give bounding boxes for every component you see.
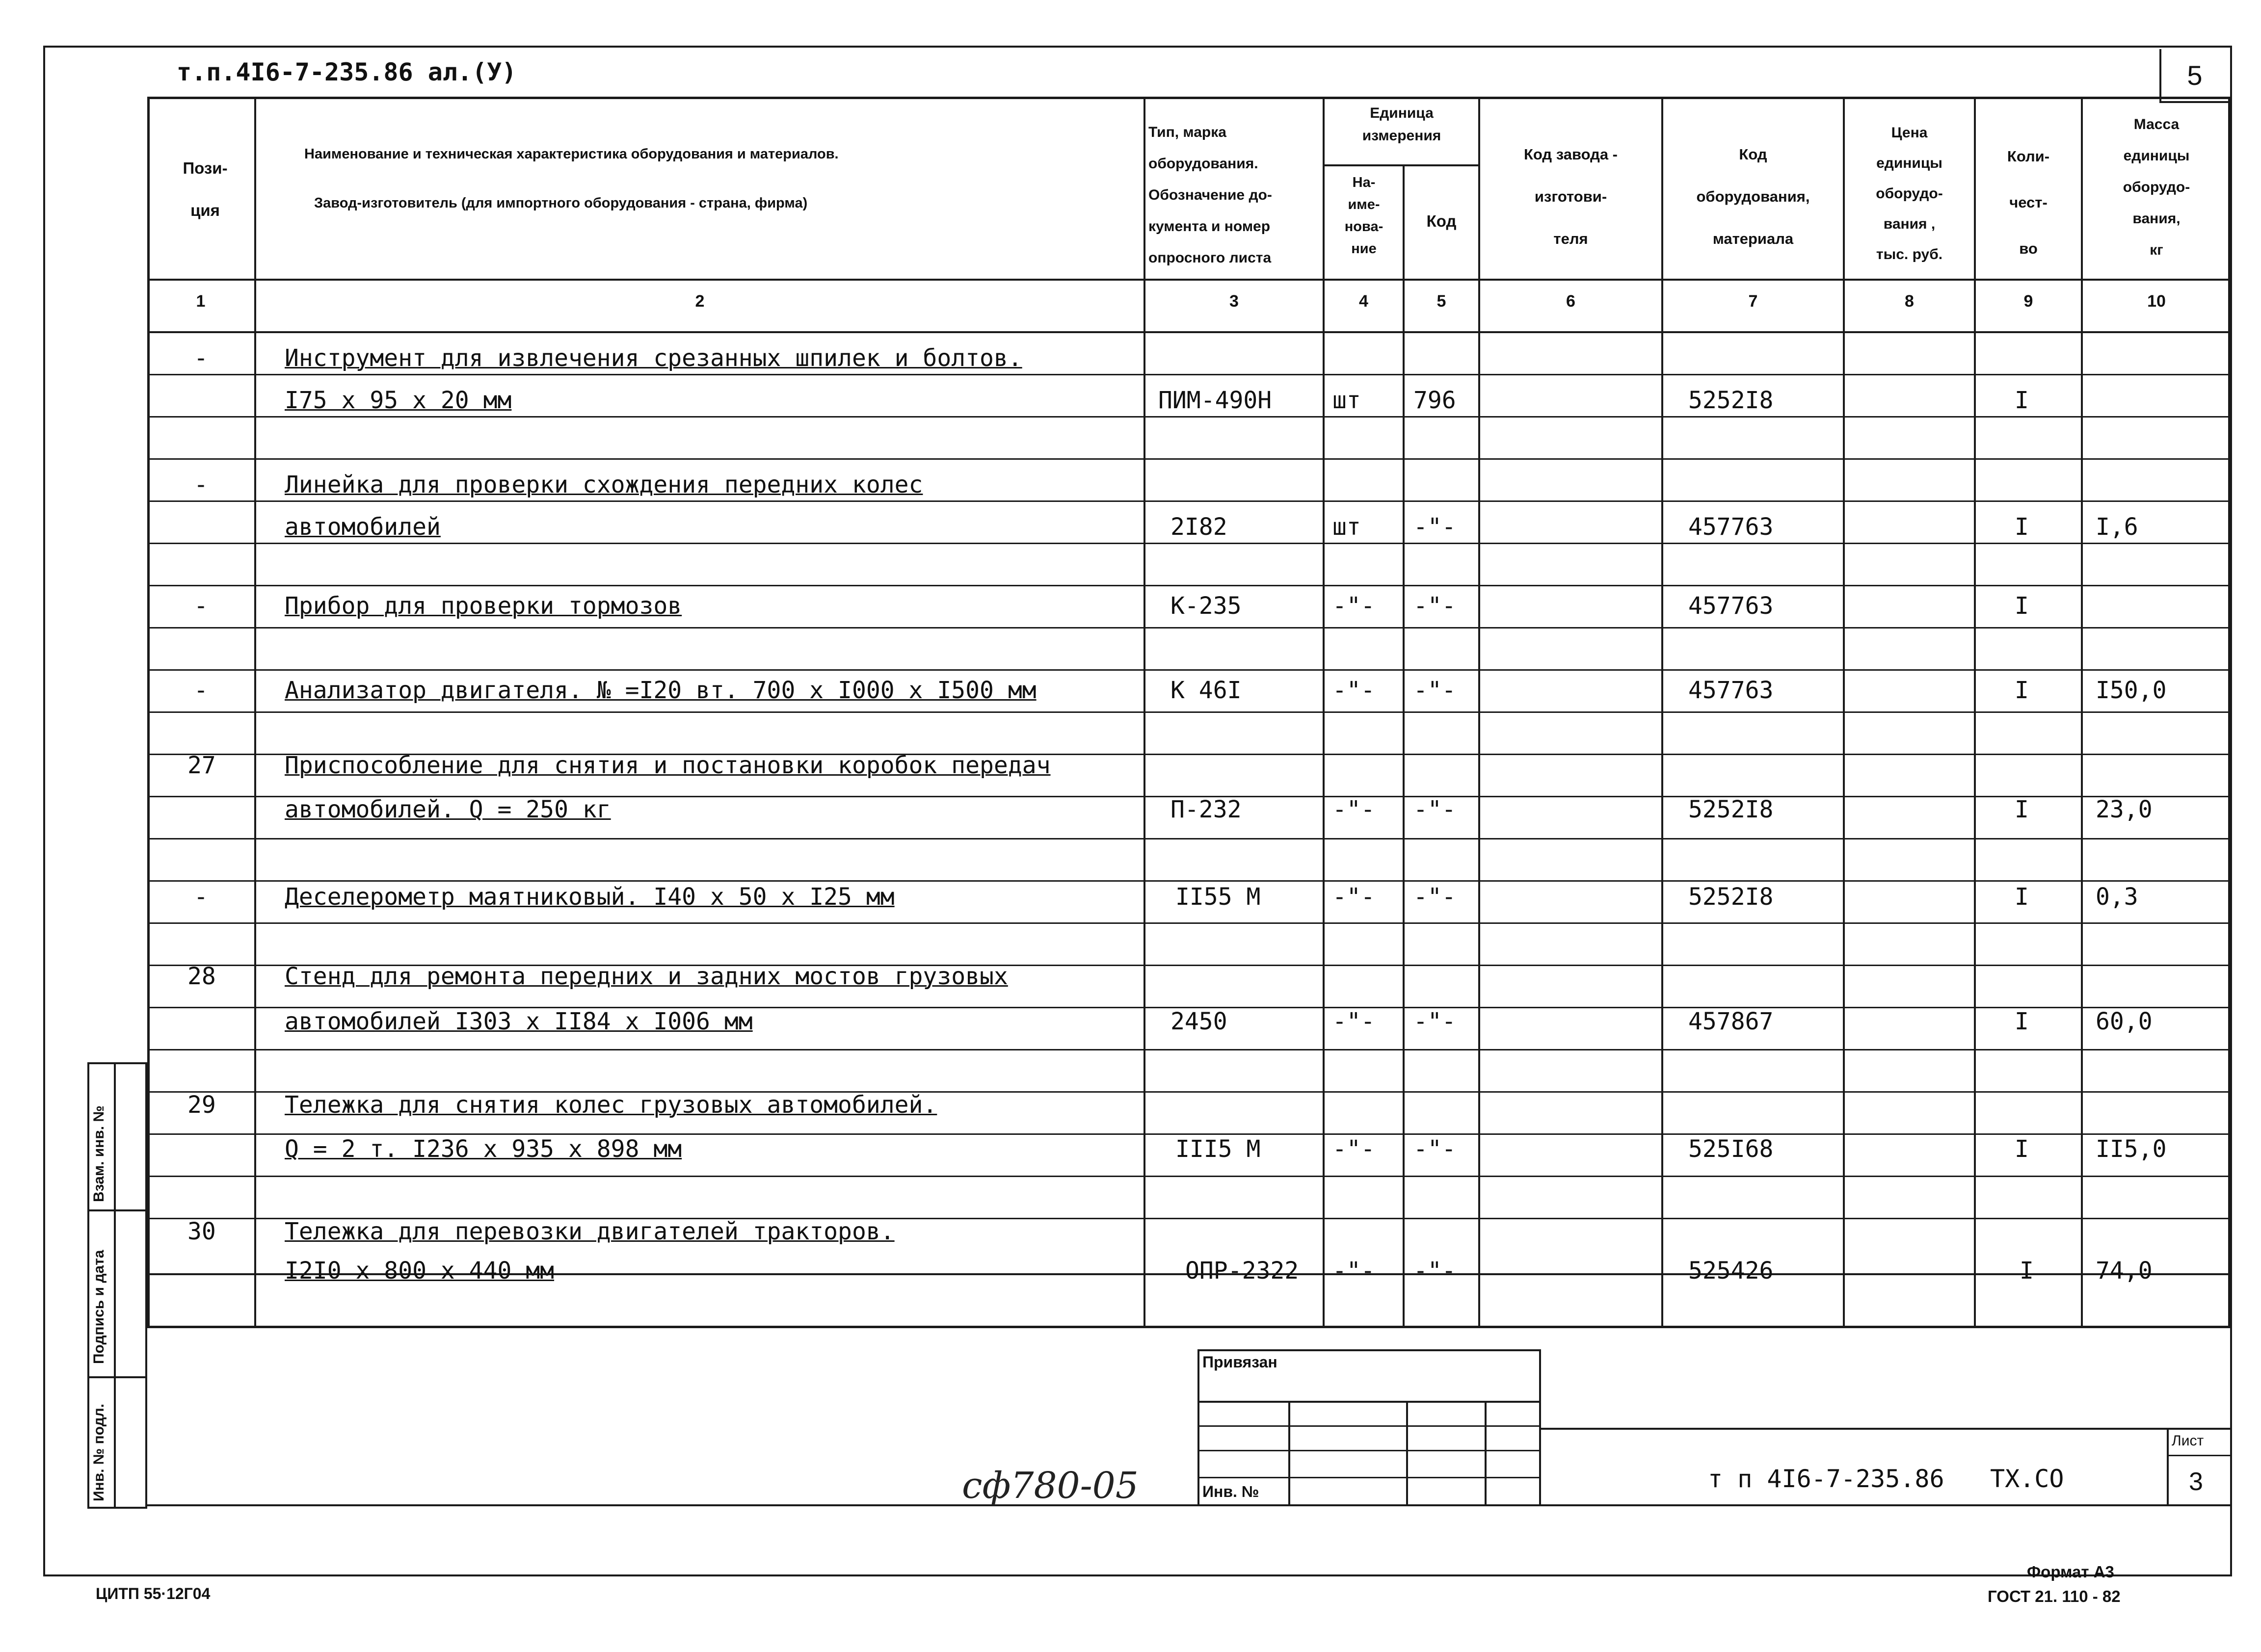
row6-pos: -: [194, 883, 208, 911]
row-line: [147, 374, 2231, 375]
row4-type: К 46I: [1170, 677, 1242, 704]
row1-name-1: Инструмент для извлечения срезанных шпилек и болтов.: [285, 344, 1022, 372]
row8-equip: 525I68: [1688, 1135, 1774, 1163]
row9-code: -"-: [1413, 1257, 1456, 1285]
row7-qty: I: [2015, 1008, 2029, 1035]
stamp-vline: [1197, 1349, 1199, 1506]
document-reference: т.п.4I6-7-235.86 ал.(У): [177, 58, 517, 86]
row4-mass: I50,0: [2096, 677, 2167, 704]
row-line: [147, 458, 2231, 460]
row5-pos: 27: [187, 752, 216, 779]
row8-type: III5 М: [1175, 1135, 1261, 1163]
stamp-hline: [1197, 1477, 1541, 1478]
row8-code: -"-: [1413, 1135, 1456, 1163]
row8-mass: II5,0: [2096, 1135, 2167, 1163]
row5-qty: I: [2015, 796, 2029, 823]
colnum-1: 1: [196, 292, 206, 311]
row2-qty: I: [2015, 513, 2029, 541]
colnum-8: 8: [1905, 292, 1914, 311]
footer-gost: ГОСТ 21. 110 - 82: [1988, 1587, 2121, 1605]
row-line: [147, 416, 2231, 418]
stamp-sheet-number: 3: [2189, 1468, 2203, 1496]
row-line: [147, 922, 2231, 924]
stamp-hline: [1197, 1450, 1541, 1451]
row-line: [147, 627, 2231, 629]
side-vzam: Взам. инв. №: [91, 1105, 107, 1202]
stamp-privyazan: Привязан: [1202, 1353, 1277, 1371]
row7-pos: 28: [187, 963, 216, 990]
row-line: [147, 669, 2231, 671]
row1-unit: шт: [1332, 387, 1361, 414]
row9-name-2: I2I0 x 800 x 440 мм: [285, 1257, 555, 1285]
row8-qty: I: [2015, 1135, 2029, 1163]
row7-unit: -"-: [1332, 1008, 1375, 1035]
row1-qty: I: [2015, 387, 2029, 414]
row2-name-1: Линейка для проверки схождения передних колес: [285, 471, 923, 498]
row2-unit: шт: [1332, 513, 1361, 541]
row4-name-1: Анализатор двигателя. № =I20 вт. 700 x I000 x I500 мм: [285, 677, 1037, 704]
row3-type: К-235: [1170, 592, 1242, 620]
row6-equip: 5252I8: [1688, 883, 1774, 911]
sheet-hline: [2167, 1455, 2231, 1456]
stamp-doc-code: т п 4I6-7-235.86: [1708, 1465, 1944, 1493]
row7-mass: 60,0: [2096, 1008, 2153, 1035]
row-line: [147, 1176, 2231, 1177]
colnum-6: 6: [1566, 292, 1575, 311]
header-bottom-line: [147, 279, 2231, 281]
side-stamp-line: [87, 1376, 147, 1378]
colnum-bottom-line: [147, 331, 2231, 333]
header-price: Цена единицы оборудо- вания , тыс. руб.: [1876, 125, 1943, 262]
row1-name-2: I75 x 95 x 20 мм: [285, 387, 512, 414]
row3-code: -"-: [1413, 592, 1456, 620]
header-name-line2: Завод-изготовитель (для импортного оборудования - страна, фирма): [314, 195, 808, 211]
row-line: [147, 585, 2231, 586]
row-line: [147, 500, 2231, 502]
row9-qty: I: [2020, 1257, 2034, 1285]
row5-equip: 5252I8: [1688, 796, 1774, 823]
colnum-4: 4: [1359, 292, 1368, 311]
colnum-10: 10: [2147, 292, 2166, 311]
side-stamp-line: [87, 1209, 147, 1211]
stamp-hline: [1197, 1425, 1541, 1427]
row6-name-1: Деселерометр маятниковый. I40 x 50 x I25 мм: [285, 883, 895, 911]
row3-qty: I: [2015, 592, 2029, 620]
row3-unit: -"-: [1332, 592, 1375, 620]
stamp-vline: [1406, 1401, 1408, 1506]
row4-code: -"-: [1413, 677, 1456, 704]
row7-type: 2450: [1170, 1008, 1227, 1035]
header-name-line1: Наименование и техническая характеристика оборудования и материалов.: [304, 146, 839, 162]
header-pos: Пози- ция: [183, 159, 228, 219]
row7-name-2: автомобилей I303 x II84 x I006 мм: [285, 1008, 753, 1035]
row7-code: -"-: [1413, 1008, 1456, 1035]
row1-pos: -: [194, 344, 208, 372]
side-inv-podl: Инв. № подл.: [91, 1403, 107, 1501]
row3-equip: 457763: [1688, 592, 1774, 620]
sheet-vline: [2167, 1428, 2169, 1506]
stamp-sheet-label: Лист: [2172, 1433, 2204, 1449]
stamp-inv-no: Инв. №: [1202, 1483, 1259, 1500]
header-qty: Коли- чест- во: [2007, 148, 2050, 257]
header-unit-code: Код: [1426, 212, 1457, 230]
row7-name-1: Стенд для ремонта передних и задних мостов грузовых: [285, 963, 1008, 990]
row-line: [147, 543, 2231, 544]
row6-unit: -"-: [1332, 883, 1375, 911]
col-line-4: [1403, 164, 1405, 1328]
row2-name-2: автомобилей: [285, 513, 441, 541]
row7-equip: 457867: [1688, 1008, 1774, 1035]
unit-header-split: [1323, 164, 1478, 166]
side-stamp-vline: [114, 1062, 116, 1509]
stamp-vline: [1485, 1401, 1487, 1506]
header-mass: Масса единицы оборудо- вания, кг: [2123, 116, 2190, 258]
table-bottom-line: [147, 1326, 2231, 1328]
row2-pos: -: [194, 471, 208, 498]
stamp-bottom-line: [147, 1504, 2231, 1506]
row-line: [147, 711, 2231, 713]
header-equip-code: Код оборудования, материала: [1696, 146, 1810, 247]
top-page-number: 5: [2159, 49, 2228, 103]
row5-code: -"-: [1413, 796, 1456, 823]
row6-type: II55 М: [1175, 883, 1261, 911]
row2-code: -"-: [1413, 513, 1456, 541]
stamp-hline: [1197, 1401, 1541, 1403]
row8-name-2: Q = 2 т. I236 x 935 x 898 мм: [285, 1135, 682, 1163]
row6-qty: I: [2015, 883, 2029, 911]
row9-mass: 74,0: [2096, 1257, 2153, 1285]
row3-pos: -: [194, 592, 208, 620]
stamp-hline-right: [1539, 1428, 2231, 1430]
row2-mass: I,6: [2096, 513, 2138, 541]
row4-unit: -"-: [1332, 677, 1375, 704]
row2-equip: 457763: [1688, 513, 1774, 541]
row4-equip: 457763: [1688, 677, 1774, 704]
header-type: Тип, марка оборудования. Обозначение до- кумента и номер опросного листа: [1148, 124, 1272, 266]
row9-equip: 525426: [1688, 1257, 1774, 1285]
header-unit: Единица измерения: [1362, 105, 1441, 144]
side-podpis: Подпись и дата: [91, 1250, 107, 1364]
row1-equip: 5252I8: [1688, 387, 1774, 414]
colnum-3: 3: [1229, 292, 1239, 311]
footer-format: Формат А3: [2027, 1563, 2114, 1581]
row9-type: ОПР-2322: [1185, 1257, 1299, 1285]
stamp-hline: [1197, 1349, 1541, 1351]
row1-code: 796: [1413, 387, 1456, 414]
row-line: [147, 880, 2231, 882]
row8-unit: -"-: [1332, 1135, 1375, 1163]
row9-unit: -"-: [1332, 1257, 1375, 1285]
footer-left: ЦИТП 55·12Г04: [96, 1585, 211, 1602]
row1-type: ПИМ-490Н: [1158, 387, 1272, 414]
handwritten-note: сф780-05: [962, 1465, 1139, 1507]
row4-qty: I: [2015, 677, 2029, 704]
row4-pos: -: [194, 677, 208, 704]
header-factory-code: Код завода - изготови- теля: [1523, 146, 1618, 247]
row6-code: -"-: [1413, 883, 1456, 911]
row5-mass: 23,0: [2096, 796, 2153, 823]
row8-pos: 29: [187, 1091, 216, 1119]
stamp-vline: [1288, 1401, 1290, 1506]
row5-name-2: автомобилей. Q = 250 кг: [285, 796, 611, 823]
header-unit-name: На- име- нова- ние: [1344, 175, 1383, 257]
row6-mass: 0,3: [2096, 883, 2138, 911]
row-line: [147, 838, 2231, 839]
stamp-sheet-code: ТХ.СО: [1990, 1465, 2064, 1493]
row9-pos: 30: [187, 1218, 216, 1245]
colnum-2: 2: [695, 292, 705, 311]
colnum-5: 5: [1436, 292, 1446, 311]
colnum-9: 9: [2023, 292, 2033, 311]
row8-name-1: Тележка для снятия колес грузовых автомобилей.: [285, 1091, 937, 1119]
row2-type: 2I82: [1170, 513, 1227, 541]
row5-type: П-232: [1170, 796, 1242, 823]
row5-name-1: Приспособление для снятия и постановки коробок передач: [285, 752, 1051, 779]
row3-name-1: Прибор для проверки тормозов: [285, 592, 682, 620]
row-line: [147, 1049, 2231, 1050]
row9-name-1: Тележка для перевозки двигателей тракторов.: [285, 1218, 895, 1245]
row5-unit: -"-: [1332, 796, 1375, 823]
colnum-7: 7: [1748, 292, 1758, 311]
